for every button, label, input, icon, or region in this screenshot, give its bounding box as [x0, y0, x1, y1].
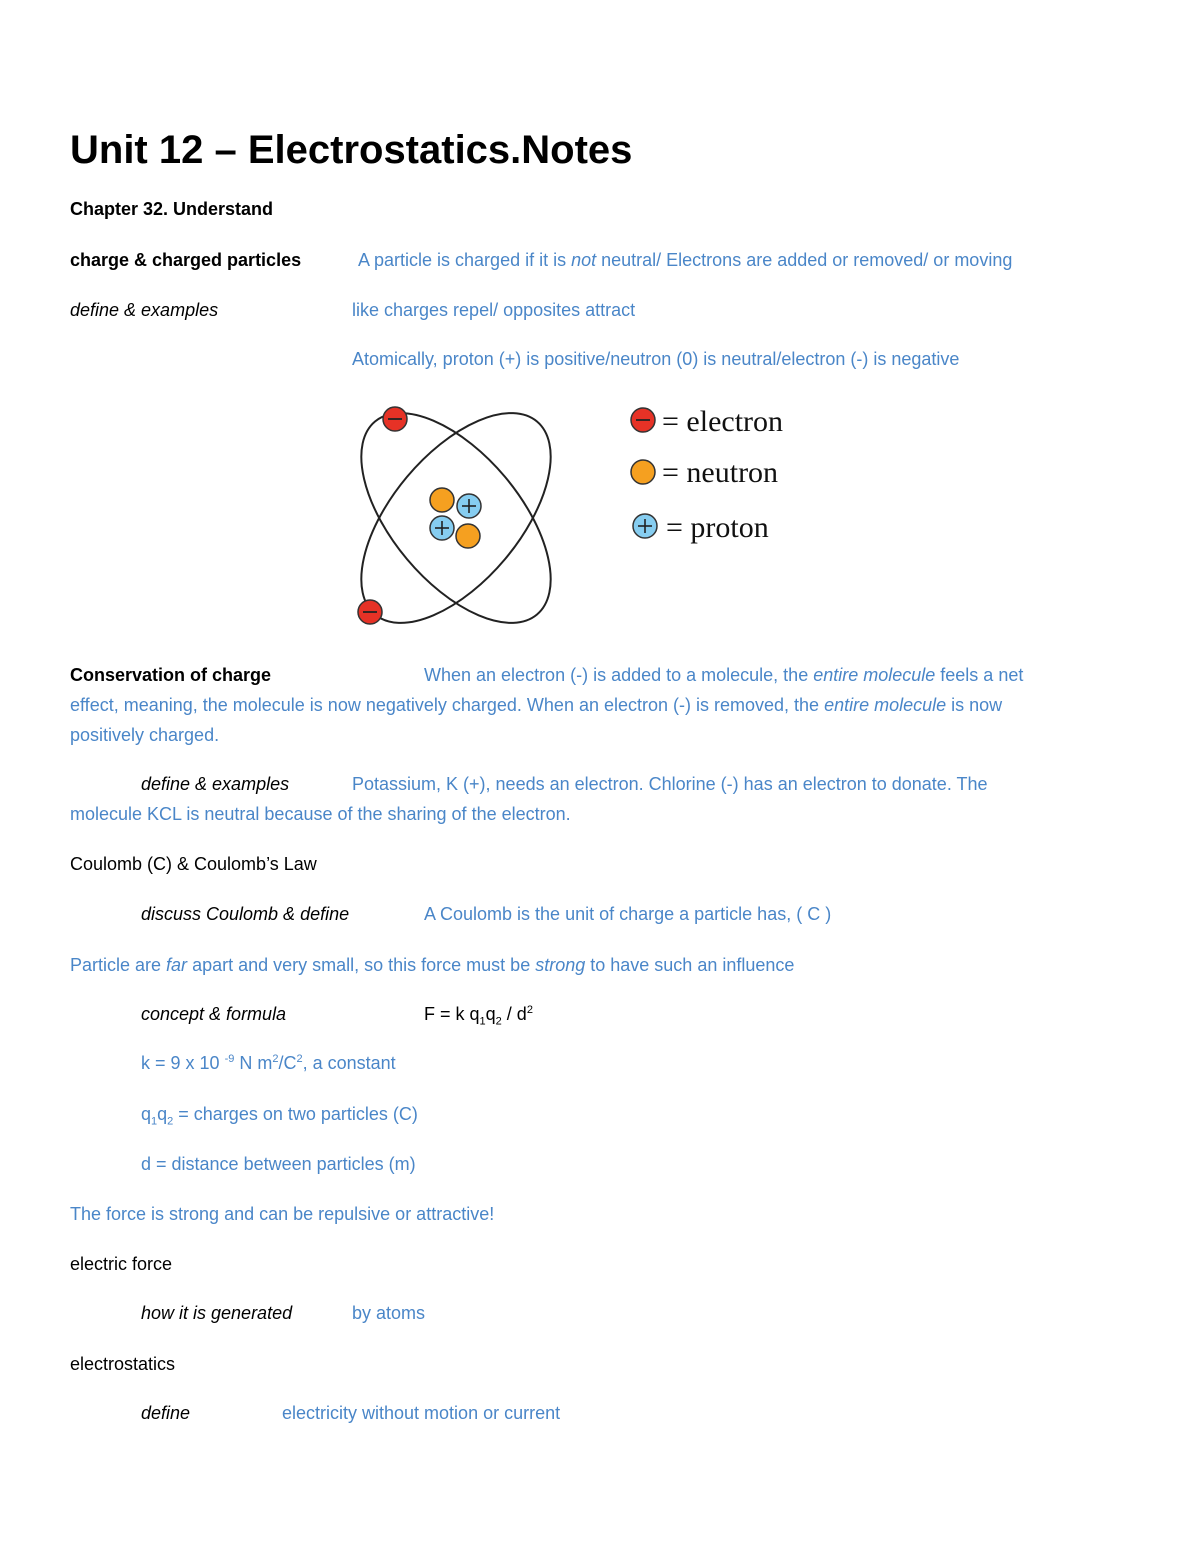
particle-line-b: apart and very small, so this force must be — [187, 955, 536, 975]
conservation-line2 — [70, 693, 1002, 717]
legend-electron-label: = electron — [662, 405, 784, 438]
k-part: /C — [278, 1053, 297, 1073]
k-superscript: 2 — [272, 1053, 279, 1065]
k-part: , a constant — [302, 1053, 396, 1073]
distance-line: d = distance between particles (m) — [141, 1154, 416, 1174]
conservation-term: Conservation of charge — [70, 665, 272, 685]
formula-part: / d — [501, 1004, 527, 1024]
conservation-line1-b: feels a net — [935, 665, 1024, 685]
charge-answer3: Atomically, proton (+) is positive/neutron (0) is neutral/electron (-) is negative — [352, 349, 960, 369]
electric-force-answer: by atoms — [352, 1303, 426, 1323]
charge-answer2: like charges repel/ opposites attract — [352, 300, 636, 320]
particle-line — [70, 953, 794, 977]
electrostatics-answer: electricity without motion or current — [282, 1403, 561, 1423]
formula-prompt: concept & formula — [141, 1004, 287, 1024]
coulomb-heading: Coulomb (C) & Coulomb’s Law — [70, 854, 317, 874]
charge-prompt: define & examples — [70, 300, 219, 320]
nucleus — [430, 488, 481, 548]
charge-answer-a: A particle is charged if it is — [358, 250, 572, 270]
particle-line-strong: strong — [535, 955, 586, 975]
formula-subscript: 1 — [479, 1015, 486, 1028]
q-part: = charges on two particles (C) — [173, 1104, 418, 1124]
k-constant-line — [141, 1051, 396, 1075]
q-subscript: 2 — [167, 1115, 174, 1128]
k-part: N m — [234, 1053, 273, 1073]
electrostatics-prompt: define — [141, 1403, 191, 1423]
force-line: The force is strong and can be repulsive or attractive! — [70, 1204, 495, 1224]
conservation-line2-a: effect, meaning, the molecule is now negatively charged. When an electron (-) is removed, the — [70, 695, 825, 715]
conservation-line1-a: When an electron (-) is added to a molecule, the — [424, 665, 814, 685]
coulomb-answer: A Coulomb is the unit of charge a particle has, ( C ) — [424, 904, 832, 924]
conservation-line1-em: entire molecule — [813, 665, 936, 685]
charge-answer-not: not — [571, 250, 597, 270]
atom-legend — [631, 405, 783, 544]
conservation-example-line2: molecule KCL is neutral because of the sharing of the electron. — [70, 804, 571, 824]
conservation-line2-em: entire molecule — [824, 695, 947, 715]
charge-answer — [358, 248, 1012, 272]
electric-force-prompt: how it is generated — [141, 1303, 293, 1323]
neutron-particle — [430, 488, 454, 512]
electrostatics-heading: electrostatics — [70, 1354, 176, 1374]
charge-term: charge & charged particles — [70, 250, 302, 270]
chapter-heading: Chapter 32. Understand — [70, 199, 274, 219]
conservation-prompt: define & examples — [141, 774, 290, 794]
electrons — [358, 407, 407, 624]
legend-neutron-label: = neutron — [662, 456, 779, 489]
conservation-line1 — [424, 663, 1023, 687]
k-part: k = 9 x 10 — [141, 1053, 225, 1073]
conservation-line2-b: is now — [946, 695, 1003, 715]
particle-line-far: far — [166, 955, 188, 975]
q-subscript: 1 — [151, 1115, 158, 1128]
formula-superscript: 2 — [526, 1004, 533, 1016]
formula-part: F = k q — [424, 1004, 480, 1024]
legend-proton-label: = proton — [666, 511, 769, 544]
particle-line-c: to have such an influence — [585, 955, 795, 975]
page-title: Unit 12 – Electrostatics.Notes — [70, 128, 633, 172]
q-charges-line — [141, 1102, 418, 1126]
neutron-particle — [456, 524, 480, 548]
particle-line-a: Particle are — [70, 955, 167, 975]
q-part: q — [141, 1104, 152, 1124]
formula-part: q — [485, 1004, 496, 1024]
conservation-example-line1: Potassium, K (+), needs an electron. Chlorine (-) has an electron to donate. The — [352, 774, 988, 794]
legend-neutron-icon — [631, 460, 655, 484]
charge-answer-b: neutral/ Electrons are added or removed/ or moving — [596, 250, 1013, 270]
coulomb-formula — [424, 1002, 533, 1026]
q-part: q — [157, 1104, 168, 1124]
k-superscript: 2 — [296, 1053, 303, 1065]
formula-subscript: 2 — [495, 1015, 502, 1028]
atom-diagram — [350, 398, 820, 632]
k-exponent: -9 — [224, 1053, 235, 1065]
electric-force-heading: electric force — [70, 1254, 173, 1274]
conservation-line3: positively charged. — [70, 725, 220, 745]
coulomb-prompt: discuss Coulomb & define — [141, 904, 350, 924]
